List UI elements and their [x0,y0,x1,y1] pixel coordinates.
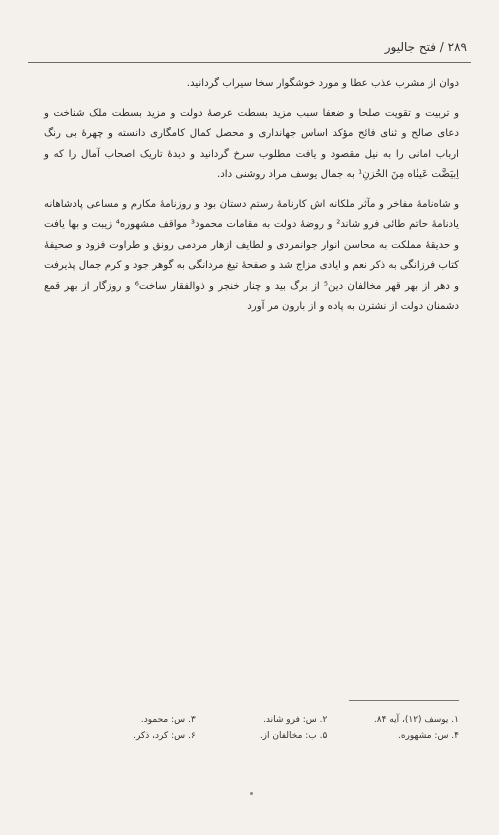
footnote-divider [349,700,459,701]
main-text [44,74,459,327]
running-header: ۲۸۹ / فتح جالیور [384,40,467,54]
footnote: ۵. ب: مخالفان از. [259,731,328,741]
page-mark [250,792,253,795]
header-divider [28,62,471,63]
paragraph: و تربیت و تقویت صلحا و ضعفا سبب مزید بسطت عرصهٔ دولت و مزید بسطت ملک شناخت و دعای صالح و ثنای فائح مؤکد اساس جهانداری و محصل کمال کامگاری دانسته و چهرهٔ بی رنگ ارباب امانی را به نیل مقصود و یافت مطلوب سرخ گردانید و دیدهٔ تاریک اصحاب آمال را که و اِبیَضَّت عَینٰاه مِنَ الحُزنِ¹ به جمال یوسف مراد روشنی داد. [44,107,459,180]
footnote: ۳. س: محمود. [140,715,196,725]
footnote: ۶. س: کرد، ذکر. [133,731,196,741]
paragraph: و شاه‌نامهٔ مفاخر و مآثر ملکانه اش کارنامهٔ رستم دستان بود و روزنامهٔ مکارم و مساعی پادشاهانه یادنامهٔ حاتم طائی فرو شاند² و روضهٔ دولت به مقامات محمود³ مواقف مشهوره⁴ زیبت و بها یافت و حدیقهٔ مملکت به محاسن انوار جوانمردی و لطایف ازهار مردمی رونق و طراوت فزود و صحیفهٔ کتاب فرزانگی به ذکر نعم و ایادی مزاج شد و صفحهٔ تیغ مردانگی به گوهر جود و کرم جمال پذیرفت و دهر از بهر قهر مخالفان دین⁵ از برگ بید و چنار خنجر و ذوالفقار ساخت⁶ و روزگار از بهر قمع دشمنان دولت از نشترن به پاده و از بارون مر آورد [44,198,460,312]
footnote: ۲. س: فرو شاند. [263,715,328,725]
footnotes [80,712,459,744]
footnote: ۱. یوسف (۱۲)، آیه ۸۴. [373,715,459,725]
footnote: ۴. س: مشهوره. [397,731,459,741]
paragraph: دوان از مشرب عذب عطا و مورد خوشگوار سخا سیراب گردانید. [186,78,459,89]
